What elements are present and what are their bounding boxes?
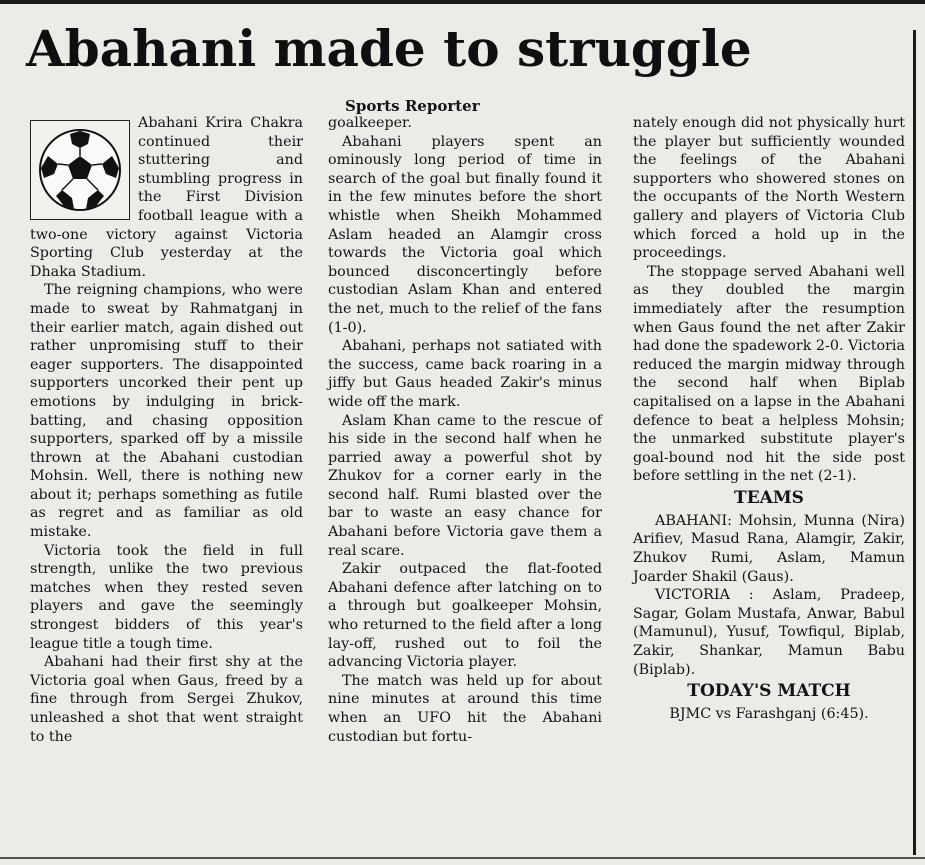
article-paragraph: Aslam Khan came to the rescue of his side in the second half when he parried away a powerful shot by Zhukov for a corner early in the second half. Rumi blasted over the bar to waste an easy chance for Abahani before Victoria gave them a real scare. <box>328 412 602 559</box>
byline: Sports Reporter <box>345 97 480 115</box>
article-paragraph: nately enough did not physically hurt the player but sufficiently wounded the feelings of the Abahani supporters who showered stones on the occupants of the North Western gallery and players of Victoria Club which forced a hold up in the proceedings. <box>633 115 905 262</box>
article-paragraph: Abahani Krira Chakra continued their stuttering and stumbling progress in the First Division football league with a two-one victory against Victoria Sporting Club yesterday at the Dhaka Stadium. <box>30 115 303 280</box>
article-paragraph: The stoppage served Abahani well as they doubled the margin immediately after the resumption when Gaus found the net after Zakir had done the spadework 2-0. Victoria reduced the margin midway through the second half when Biplab capitalised on a lapse in the Abahani defence to beat a helpless Mohsin; the unmarked substitute player's goal-bound nod hit the side post before settling in the net (2-1). <box>633 263 905 485</box>
article-paragraph: Abahani, perhaps not satiated with the success, came back roaring in a jiffy but Gaus headed Zakir's minus wide off the mark. <box>328 338 602 410</box>
article-paragraph: Abahani players spent an ominously long period of time in search of the goal but finally found it in the few minutes before the short whistle when Sheikh Mohammed Aslam headed an Alamgir cross towards the Victoria goal which bounced disconcertingly before custodian Aslam Khan and entered the net, much to the relief of the fans (1-0). <box>328 133 602 336</box>
article-paragraph: Victoria took the field in full strength, unlike the two previous matches when they rested seven players and gave the seemingly strongest bidders of this year's league title a tough time. <box>30 542 303 652</box>
article-paragraph: goalkeeper. <box>328 115 412 131</box>
team-lineup-abahani: ABAHANI: Mohsin, Munna (Nira) Arifiev, Masud Rana, Alamgir, Zakir, Zhukov Rumi, Aslam, Mamun Joarder Shakil (Gaus). <box>633 512 905 585</box>
team-lineup-victoria: VICTORIA : Aslam, Pradeep, Sagar, Golam Mustafa, Anwar, Babul (Mamunul), Yusuf, Towfiqul, Biplab, Zakir, Shankar, Mamun Babu (Biplab). <box>633 587 905 678</box>
column-rule <box>913 30 916 855</box>
article-paragraph: The reigning champions, who were made to sweat by Rahmatganj in their earlier match, again dished out rather unpromising stuff to their eager supporters. The disappointed supporters uncorked their pent up emotions by indulging in brick-batting, and chasing opposition supporters, sparked off by a missile thrown at the Abahani custodian Mohsin. Well, there is nothing new about it; perhaps something as futile as regret and as familiar as old mistake. <box>30 282 303 541</box>
article-paragraph: Zakir outpaced the flat-footed Abahani defence after latching on to a through but goalkeeper Mohsin, who returned to the field after a long lay-off, rushed out to foil the advancing Victoria player. <box>328 561 602 671</box>
todays-match-fixture: BJMC vs Farashganj (6:45). <box>669 706 869 723</box>
article-paragraph: The match was held up for about nine minutes at around this time when an UFO hit the Abahani custodian but fortu- <box>328 672 602 745</box>
article-paragraph: Abahani had their first shy at the Victoria goal when Gaus, freed by a fine through from Sergei Zhukov, unleashed a shot that went straight to the <box>30 654 303 745</box>
column-3 <box>633 114 905 724</box>
football-icon <box>30 120 130 220</box>
column-2 <box>328 114 602 746</box>
column-1 <box>30 114 303 746</box>
todays-match-heading: TODAY'S MATCH <box>687 681 851 702</box>
top-rule <box>0 0 925 4</box>
teams-heading: TEAMS <box>734 487 804 508</box>
bottom-rule <box>0 857 925 859</box>
headline: Abahani made to struggle <box>26 19 752 78</box>
